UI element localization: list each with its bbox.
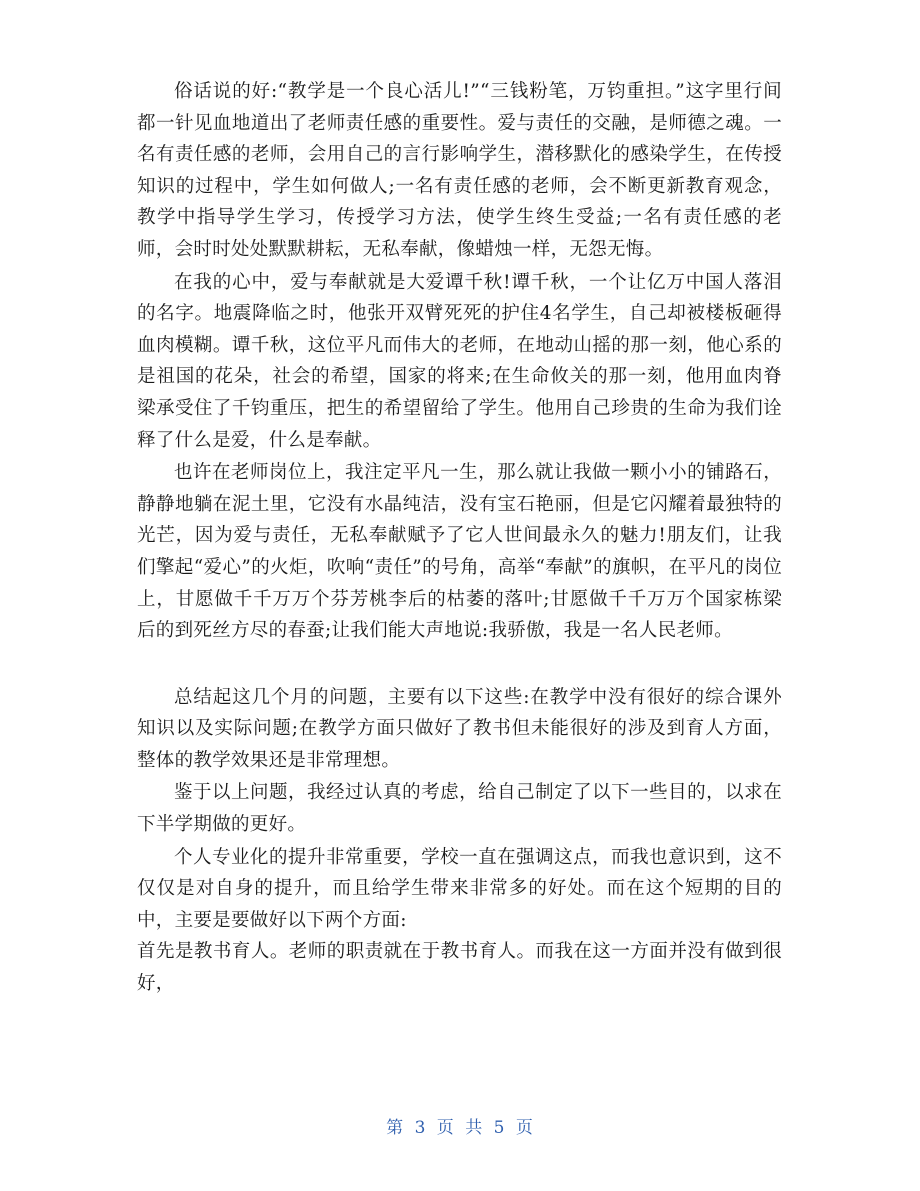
total-page-number: 5	[493, 1118, 506, 1138]
paragraph-1: 俗话说的好:“教学是一个良心活儿!”“三钱粉笔，万钧重担。”这字里行间都一针见血地道出了老师责任感的重要性。爱与责任的交融，是师德之魂。一名有责任感的老师，会用自己的言行影响学生，潜移默化的感染学生，在传授知识的过程中，学生如何做人;一名有责任感的老师，会不断更新教育观念，教学中指导学生学习，传授学习方法，使学生终生受益;一名有责任感的老师，会时时处处默默耕耘，无私奉献，像蜡烛一样，无怨无悔。	[137, 81, 782, 260]
paragraph-4: 总结起这几个月的问题，主要有以下这些:在教学中没有很好的综合课外知识以及实际问题;在教学方面只做好了教书但未能很好的涉及到育人方面，整体的教学效果还是非常理想。	[137, 686, 782, 771]
page-label-suffix: 页	[515, 1118, 534, 1138]
current-page-number: 3	[414, 1118, 427, 1138]
document-body	[137, 76, 782, 1000]
page-label-total-prefix: 共	[465, 1118, 484, 1138]
page-label-prefix: 第	[386, 1118, 405, 1138]
page-label-mid: 页	[436, 1118, 455, 1138]
paragraph-2: 在我的心中，爱与奉献就是大爱谭千秋!谭千秋，一个让亿万中国人落泪的名字。地震降临之时，他张开双臂死死的护住4名学生，自己却被楼板砸得血肉模糊。谭千秋，这位平凡而伟大的老师，在地动山摇的那一刻，他心系的是祖国的花朵，社会的希望，国家的将来;在生命攸关的那一刻，他用血肉脊梁承受住了千钧重压，把生的希望留给了学生。他用自己珍贵的生命为我们诠释了什么是爱，什么是奉献。	[137, 271, 782, 451]
paragraph-6: 个人专业化的提升非常重要，学校一直在强调这点，而我也意识到，这不仅仅是对自身的提升，而且给学生带来非常多的好处。而在这个短期的目的中，主要是要做好以下两个方面:	[137, 846, 782, 931]
page-number-footer	[0, 1113, 920, 1138]
paragraph-7: 首先是教书育人。老师的职责就在于教书育人。而我在这一方面并没有做到很好，	[137, 941, 782, 995]
paragraph-3: 也许在老师岗位上，我注定平凡一生，那么就让我做一颗小小的铺路石，静静地躺在泥土里，它没有水晶纯洁，没有宝石艳丽，但是它闪耀着最独特的光芒，因为爱与责任，无私奉献赋予了它人世间最永久的魅力!朋友们，让我们擎起“爱心”的火炬，吹响“责任”的号角，高举“奉献”的旗帜，在平凡的岗位上，甘愿做千千万万个芬芳桃李后的枯萎的落叶;甘愿做千千万万个国家栋梁后的到死丝方尽的春蚕;让我们能大声地说:我骄傲，我是一名人民老师。	[137, 462, 782, 642]
paragraph-5: 鉴于以上问题，我经过认真的考虑，给自己制定了以下一些目的，以求在下半学期做的更好。	[137, 782, 782, 836]
